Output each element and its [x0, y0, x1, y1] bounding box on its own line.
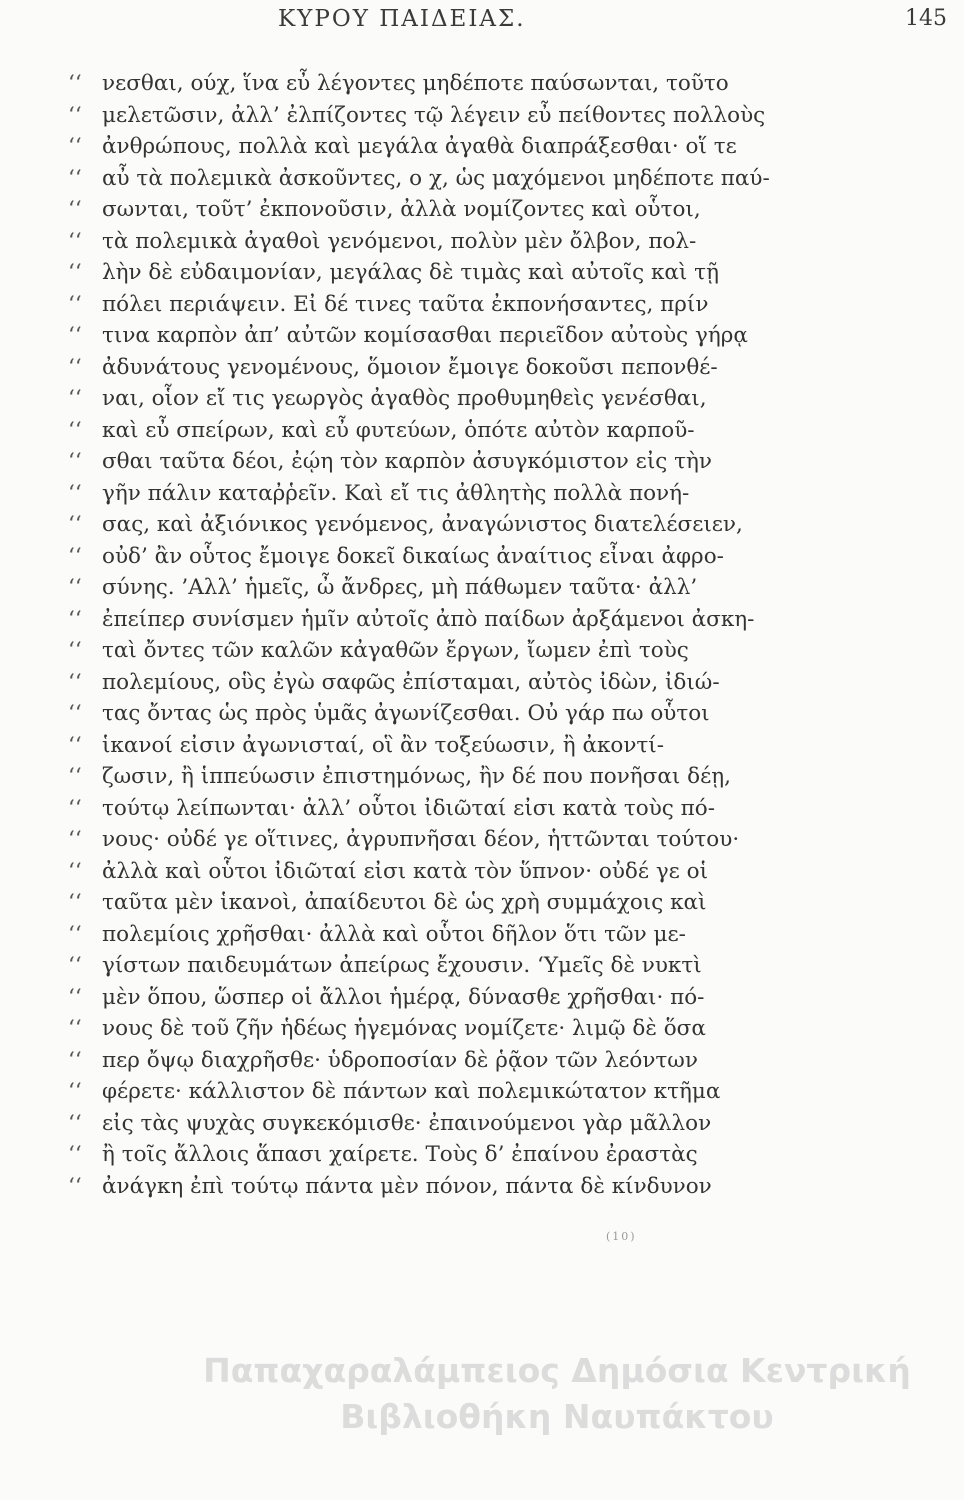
line-text: μὲν ὅπου, ὥσπερ οἱ ἄλλοι ἡμέρᾳ, δύνασθε χρῆσθαι· πό-: [102, 984, 705, 1010]
text-line: [68, 793, 928, 825]
line-text: ἐπείπερ συνίσμεν ἡμῖν αὐτοῖς ἀπὸ παίδων ἀρξάμενοι ἀσκη-: [102, 606, 755, 632]
quotation-mark: ‘‘: [68, 732, 82, 758]
line-text: φέρετε· κάλλιστον δὲ πάντων καὶ πολεμικώτατον κτῆμα: [102, 1079, 721, 1104]
text-line: [68, 982, 928, 1014]
quotation-mark: ‘‘: [68, 386, 82, 411]
quotation-mark: ‘‘: [68, 827, 82, 852]
text-line: [68, 824, 928, 856]
body-text: [68, 68, 928, 1202]
text-line: [68, 194, 928, 226]
line-text: πολεμίοις χρῆσθαι· ἀλλὰ καὶ οὗτοι δῆλον ὅτι τῶν με-: [102, 921, 686, 947]
quotation-mark: ‘‘: [68, 260, 82, 285]
line-text: αὖ τὰ πολεμικὰ ἀσκοῦντες, ο χ, ὡς μαχόμενοι μηδέποτε παύ-: [102, 165, 770, 191]
line-text: σας, καὶ ἀξιόνικος γενόμενος, ἀναγώνιστος διατελέσειεν,: [102, 512, 743, 537]
quotation-mark: ‘‘: [68, 1173, 82, 1199]
text-line: [68, 1045, 928, 1077]
quotation-mark: ‘‘: [68, 228, 82, 254]
quotation-mark: ‘‘: [68, 417, 82, 443]
quotation-mark: ‘‘: [68, 102, 82, 128]
text-line: [68, 667, 928, 699]
quotation-mark: ‘‘: [68, 512, 82, 537]
line-text: τὰ πολεμικὰ ἀγαθοὶ γενόμενοι, πολὺν μὲν ὄλβον, πολ-: [102, 228, 697, 254]
line-text: ταὶ ὄντες τῶν καλῶν κἀγαθῶν ἔργων, ἴωμεν ἐπὶ τοὺς: [102, 638, 689, 663]
text-line: [68, 226, 928, 258]
text-line: [68, 698, 928, 730]
running-title: ΚΥΡΟΥ ΠΑΙΔΕΙΑΣ.: [278, 6, 526, 32]
text-line: [68, 446, 928, 478]
line-text: ἀδυνάτους γενομένους, ὅμοιον ἔμοιγε δοκοῦσι πεπονθέ-: [102, 354, 718, 380]
text-line: [68, 415, 928, 447]
text-line: [68, 1171, 928, 1203]
line-text: τας ὄντας ὡς πρὸς ὑμᾶς ἀγωνίζεσθαι. Οὐ γάρ πω οὗτοι: [102, 701, 710, 726]
text-line: [68, 1076, 928, 1108]
line-text: ταῦτα μὲν ἱκανοὶ, ἀπαίδευτοι δὲ ὡς χρὴ συμμάχοις καὶ: [102, 890, 707, 915]
line-text: σωνται, τοῦτ’ ἐκπονοῦσιν, ἀλλὰ νομίζοντες καὶ οὗτοι,: [102, 197, 701, 222]
text-line: [68, 572, 928, 604]
text-line: [68, 320, 928, 352]
line-text: πολεμίους, οὓς ἐγὼ σαφῶς ἐπίσταμαι, αὐτὸς ἰδὼν, ἰδιώ-: [102, 669, 720, 695]
line-text: ἀνάγκη ἐπὶ τούτῳ πάντα μὲν πόνον, πάντα δὲ κίνδυνον: [102, 1173, 712, 1199]
text-line: [68, 950, 928, 982]
quotation-mark: ‘‘: [68, 449, 82, 474]
line-text: τινα καρπὸν ἀπ’ αὐτῶν κομίσασθαι περιεῖδον αὐτοὺς γήρᾳ: [102, 323, 748, 348]
quotation-mark: ‘‘: [68, 71, 82, 96]
text-line: [68, 131, 928, 163]
quotation-mark: ‘‘: [68, 323, 82, 348]
quotation-mark: ‘‘: [68, 921, 82, 947]
text-line: [68, 1139, 928, 1171]
quotation-mark: ‘‘: [68, 795, 82, 821]
quotation-mark: ‘‘: [68, 606, 82, 632]
quotation-mark: ‘‘: [68, 953, 82, 978]
quotation-mark: ‘‘: [68, 669, 82, 695]
line-text: νους δὲ τοῦ ζῆν ἡδέως ἡγεμόνας νομίζετε· λιμῷ δὲ ὅσα: [102, 1016, 706, 1041]
quotation-mark: ‘‘: [68, 165, 82, 191]
line-text: εἰς τὰς ψυχὰς συγκεκόμισθε· ἐπαινούμενοι γὰρ μᾶλλον: [102, 1110, 712, 1136]
text-line: [68, 761, 928, 793]
line-text: ναι, οἷον εἴ τις γεωργὸς ἀγαθὸς προθυμηθεὶς γενέσθαι,: [102, 386, 707, 411]
quotation-mark: ‘‘: [68, 1016, 82, 1041]
library-stamp-line: Βιβλιοθήκη Ναυπάκτου: [340, 1397, 774, 1436]
text-line: [68, 887, 928, 919]
text-line: [68, 856, 928, 888]
line-text: σθαι ταῦτα δέοι, ἐῴη τὸν καρπὸν ἀσυγκόμιστον εἰς τὴν: [102, 449, 712, 474]
quotation-mark: ‘‘: [68, 890, 82, 915]
quotation-mark: ‘‘: [68, 575, 82, 600]
line-text: ἢ τοῖς ἄλλοις ἅπασι χαίρετε. Τοὺς δ’ ἐπαίνου ἐραστὰς: [102, 1142, 698, 1167]
text-line: [68, 352, 928, 384]
quotation-mark: ‘‘: [68, 1079, 82, 1104]
line-text: τούτῳ λείπωνται· ἀλλ’ οὗτοι ἰδιῶταί εἰσι κατὰ τοὺς πό-: [102, 795, 716, 821]
line-text: ἀνθρώπους, πολλὰ καὶ μεγάλα ἀγαθὰ διαπράξεσθαι· οἵ τε: [102, 134, 737, 159]
quotation-mark: ‘‘: [68, 638, 82, 663]
library-stamp-line: Παπαχαραλάμπειος Δημόσια Κεντρική: [203, 1351, 911, 1390]
quotation-mark: ‘‘: [68, 764, 82, 789]
quotation-mark: ‘‘: [68, 480, 82, 506]
quotation-mark: ‘‘: [68, 1047, 82, 1073]
line-text: νους· οὐδέ γε οἵτινες, ἀγρυπνῆσαι δέον, ἡττῶνται τούτου·: [102, 827, 740, 852]
line-text: γῆν πάλιν καταῤῥεῖν. Καὶ εἴ τις ἀθλητὴς πολλὰ πονή-: [102, 480, 690, 506]
quotation-mark: ‘‘: [68, 134, 82, 159]
quotation-mark: ‘‘: [68, 291, 82, 317]
line-text: καὶ εὖ σπείρων, καὶ εὖ φυτεύων, ὁπότε αὐτὸν καρποῦ-: [102, 417, 695, 443]
text-line: [68, 163, 928, 195]
quotation-mark: ‘‘: [68, 543, 82, 569]
text-line: [68, 635, 928, 667]
library-stamp: [0, 1348, 964, 1440]
quotation-mark: ‘‘: [68, 1142, 82, 1167]
text-line: [68, 68, 928, 100]
text-line: [68, 289, 928, 321]
catchword: (10): [606, 1230, 637, 1243]
line-text: σύνης. ’Αλλ’ ἡμεῖς, ὦ ἄνδρες, μὴ πάθωμεν ταῦτα· ἀλλ’: [102, 575, 698, 600]
text-line: [68, 1013, 928, 1045]
page-header: [0, 2, 964, 36]
line-text: ἱκανοί εἰσιν ἀγωνισταί, οἳ ἂν τοξεύωσιν, ἢ ἀκοντί-: [102, 732, 665, 758]
quotation-mark: ‘‘: [68, 354, 82, 380]
quotation-mark: ‘‘: [68, 1110, 82, 1136]
line-text: περ ὄψῳ διαχρῆσθε· ὑδροποσίαν δὲ ῥᾷον τῶν λεόντων: [102, 1047, 698, 1073]
line-text: πόλει περιάψειν. Εἰ δέ τινες ταῦτα ἐκπονήσαντες, πρίν: [102, 291, 709, 317]
text-line: [68, 100, 928, 132]
text-line: [68, 730, 928, 762]
text-line: [68, 1108, 928, 1140]
quotation-mark: ‘‘: [68, 858, 82, 884]
quotation-mark: ‘‘: [68, 984, 82, 1010]
text-line: [68, 478, 928, 510]
quotation-mark: ‘‘: [68, 197, 82, 222]
line-text: λὴν δὲ εὐδαιμονίαν, μεγάλας δὲ τιμὰς καὶ αὐτοῖς καὶ τῇ: [102, 260, 719, 285]
text-line: [68, 509, 928, 541]
line-text: μελετῶσιν, ἀλλ’ ἐλπίζοντες τῷ λέγειν εὖ πείθοντες πολλοὺς: [102, 102, 766, 128]
line-text: οὐδ’ ἂν οὗτος ἔμοιγε δοκεῖ δικαίως ἀναίτιος εἶναι ἀφρο-: [102, 543, 724, 569]
text-line: [68, 383, 928, 415]
line-text: γίστων παιδευμάτων ἀπείρως ἔχουσιν. ‘Υμεῖς δὲ νυκτὶ: [102, 953, 702, 978]
text-line: [68, 919, 928, 951]
text-line: [68, 541, 928, 573]
text-line: [68, 604, 928, 636]
line-text: ζωσιν, ἢ ἱππεύωσιν ἐπιστημόνως, ἢν δέ που πονῆσαι δέῃ,: [102, 764, 731, 789]
line-text: ἀλλὰ καὶ οὗτοι ἰδιῶταί εἰσι κατὰ τὸν ὕπνον· οὐδέ γε οἱ: [102, 858, 709, 884]
page-number: 145: [905, 6, 947, 31]
line-text: νεσθαι, ούχ, ἵνα εὖ λέγοντες μηδέποτε παύσωνται, τοῦτο: [102, 71, 729, 96]
text-line: [68, 257, 928, 289]
quotation-mark: ‘‘: [68, 701, 82, 726]
